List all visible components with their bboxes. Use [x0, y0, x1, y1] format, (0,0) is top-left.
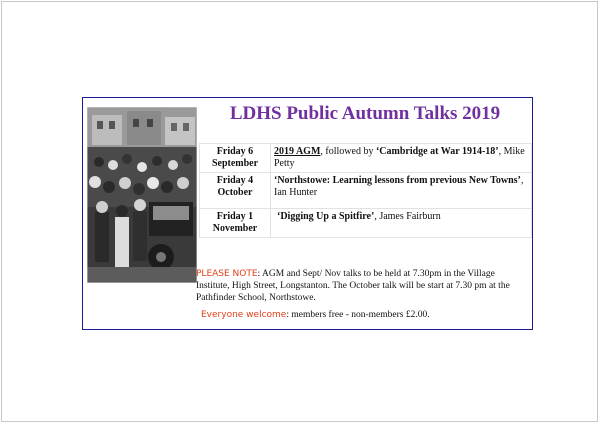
- talk-connector: , followed by: [320, 146, 376, 157]
- table-row: [200, 173, 532, 209]
- talk-month: September: [211, 158, 259, 169]
- note-label: PLEASE NOTE: [196, 269, 258, 279]
- welcome-text: : members free - non-members £2.00.: [286, 310, 430, 320]
- talk-detail: [271, 144, 532, 173]
- talk-highlight: 2019 AGM: [274, 146, 321, 157]
- talk-date: [200, 173, 271, 209]
- talk-month: November: [212, 223, 258, 234]
- table-row: [200, 209, 532, 238]
- talk-day: Friday 4: [216, 175, 254, 186]
- talk-speaker: , James Fairburn: [374, 211, 441, 222]
- talk-speaker: , Mike Petty: [274, 146, 525, 169]
- talk-date: [200, 209, 271, 238]
- talk-detail: [271, 209, 532, 238]
- welcome-line: [201, 309, 531, 321]
- talk-detail: [271, 173, 532, 209]
- page-title: LDHS Public Autumn Talks 2019: [229, 103, 501, 124]
- talk-title: ‘Northstowe: Learning lessons from previous New Towns’: [274, 175, 521, 186]
- talks-table: [199, 143, 532, 238]
- talk-day: Friday 6: [216, 146, 254, 157]
- welcome-label: Everyone welcome: [201, 310, 287, 320]
- note-text: : AGM and Sept/ Nov talks to be held at 7.30pm in the Village Institute, High Street, Longstanton. The October talk will be start at 7.30 pm at the Pathfinder School, Northstowe.: [196, 269, 510, 303]
- historic-crowd-photo: [87, 107, 197, 283]
- talk-date: [200, 144, 271, 173]
- please-note: [196, 268, 526, 304]
- talk-month: October: [217, 187, 253, 198]
- talk-day: Friday 1: [216, 211, 254, 222]
- table-row: [200, 144, 532, 173]
- talk-title: ‘Digging Up a Spitfire’: [277, 211, 375, 222]
- talk-title: ‘Cambridge at War 1914-18’: [375, 146, 499, 157]
- talk-speaker: , Ian Hunter: [274, 175, 524, 198]
